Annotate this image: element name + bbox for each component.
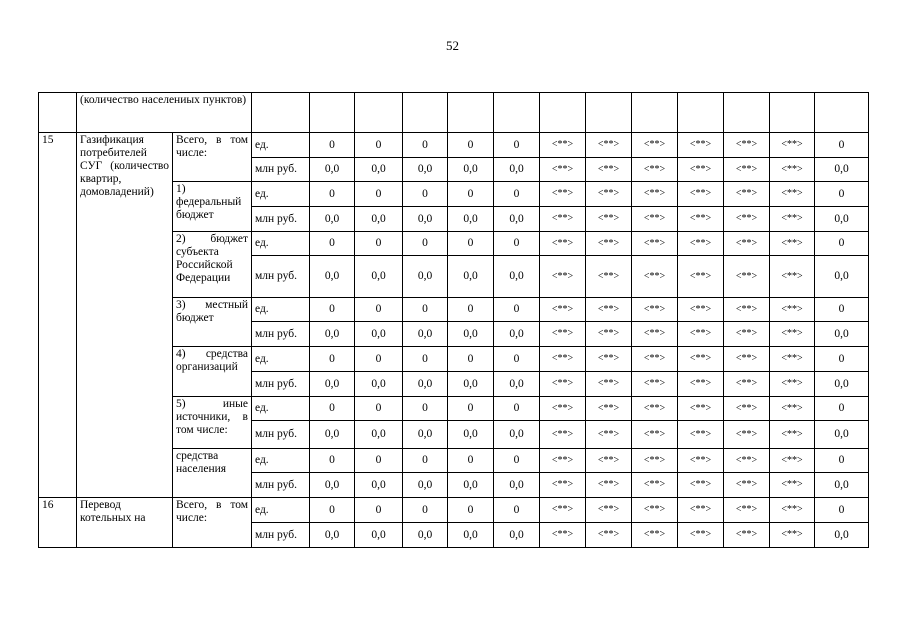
unit-cell: млн руб. bbox=[252, 256, 310, 298]
value-cell: <**> bbox=[540, 421, 586, 449]
value-cell: 0,0 bbox=[355, 207, 403, 232]
funding-source-cell: 5) иные источники, в том числе: bbox=[173, 397, 252, 449]
value-cell: <**> bbox=[540, 182, 586, 207]
unit-cell: ед. bbox=[252, 347, 310, 372]
value-cell: 0 bbox=[448, 397, 494, 421]
value-cell: 0,0 bbox=[310, 421, 355, 449]
funding-source-cell: Всего, в том числе: bbox=[173, 133, 252, 182]
value-cell: 0 bbox=[815, 449, 869, 473]
row-number-cell: 15 bbox=[39, 133, 77, 498]
value-cell: <**> bbox=[770, 133, 815, 158]
value-cell: 0,0 bbox=[815, 322, 869, 347]
number-cell bbox=[39, 93, 77, 133]
value-cell: <**> bbox=[770, 372, 815, 397]
value-cell: 0,0 bbox=[403, 372, 448, 397]
value-cell: 0 bbox=[355, 397, 403, 421]
value-cell: <**> bbox=[770, 322, 815, 347]
value-cell: <**> bbox=[586, 473, 632, 498]
value-cell: 0,0 bbox=[310, 256, 355, 298]
value-cell: 0,0 bbox=[355, 322, 403, 347]
value-cell: <**> bbox=[678, 449, 724, 473]
value-cell: <**> bbox=[724, 207, 770, 232]
value-cell: 0,0 bbox=[355, 421, 403, 449]
value-cell: <**> bbox=[724, 473, 770, 498]
value-cell: <**> bbox=[632, 397, 678, 421]
value-cell: 0,0 bbox=[310, 372, 355, 397]
value-cell: <**> bbox=[632, 421, 678, 449]
unit-cell: ед. bbox=[252, 298, 310, 322]
value-cell: <**> bbox=[632, 498, 678, 523]
value-cell: 0,0 bbox=[310, 158, 355, 182]
value-cell: 0 bbox=[815, 347, 869, 372]
value-cell: <**> bbox=[724, 347, 770, 372]
value-cell: 0 bbox=[310, 397, 355, 421]
value-cell: 0 bbox=[310, 498, 355, 523]
value-cell: <**> bbox=[678, 372, 724, 397]
value-cell: 0 bbox=[403, 397, 448, 421]
value-cell: 0,0 bbox=[494, 473, 540, 498]
value-cell: 0 bbox=[403, 498, 448, 523]
value-cell: <**> bbox=[586, 256, 632, 298]
value-cell: 0,0 bbox=[355, 372, 403, 397]
value-cell: 0 bbox=[494, 498, 540, 523]
funding-source-cell: 1) федеральный бюджет bbox=[173, 182, 252, 232]
value-cell: 0,0 bbox=[355, 523, 403, 548]
value-cell: <**> bbox=[540, 232, 586, 256]
value-cell: 0 bbox=[494, 347, 540, 372]
value-cell: 0,0 bbox=[355, 158, 403, 182]
unit-cell: млн руб. bbox=[252, 372, 310, 397]
value-cell: <**> bbox=[540, 449, 586, 473]
value-cell: <**> bbox=[632, 347, 678, 372]
value-cell: <**> bbox=[678, 498, 724, 523]
value-cell: <**> bbox=[724, 421, 770, 449]
unit-cell: млн руб. bbox=[252, 207, 310, 232]
value-cell: 0 bbox=[403, 347, 448, 372]
value-cell: <**> bbox=[770, 449, 815, 473]
table-row bbox=[39, 93, 869, 133]
value-cell: <**> bbox=[540, 133, 586, 158]
value-cell: <**> bbox=[678, 473, 724, 498]
value-cell: <**> bbox=[678, 232, 724, 256]
value-cell: <**> bbox=[540, 347, 586, 372]
value-cell: <**> bbox=[678, 523, 724, 548]
funding-source-cell: Всего, в том числе: bbox=[173, 498, 252, 548]
value-cell: 0 bbox=[494, 232, 540, 256]
value-cell: <**> bbox=[540, 397, 586, 421]
value-cell: <**> bbox=[678, 397, 724, 421]
value-cell: 0 bbox=[815, 298, 869, 322]
value-cell: 0,0 bbox=[310, 207, 355, 232]
value-cell: 0,0 bbox=[310, 473, 355, 498]
value-cell: 0 bbox=[448, 449, 494, 473]
value-cell: 0 bbox=[310, 347, 355, 372]
unit-cell: млн руб. bbox=[252, 322, 310, 347]
value-cell: <**> bbox=[632, 449, 678, 473]
value-cell: 0 bbox=[310, 232, 355, 256]
value-cell: 0 bbox=[355, 232, 403, 256]
value-cell: <**> bbox=[724, 158, 770, 182]
value-cell: 0 bbox=[815, 133, 869, 158]
value-cell: <**> bbox=[724, 298, 770, 322]
value-cell: <**> bbox=[770, 158, 815, 182]
value-cell: <**> bbox=[770, 473, 815, 498]
value-cell: 0,0 bbox=[494, 207, 540, 232]
value-cell: 0 bbox=[403, 182, 448, 207]
value-cell: 0,0 bbox=[448, 158, 494, 182]
row-label-cell: (количество населениых пунктов) bbox=[77, 93, 252, 133]
value-cell: 0 bbox=[494, 449, 540, 473]
value-cell: 0,0 bbox=[494, 256, 540, 298]
value-cell: <**> bbox=[724, 397, 770, 421]
value-cell: 0,0 bbox=[815, 207, 869, 232]
value-cell: <**> bbox=[586, 421, 632, 449]
funding-source-cell: средства населения bbox=[173, 449, 252, 498]
value-cell: 0 bbox=[355, 498, 403, 523]
value-cell: 0 bbox=[310, 182, 355, 207]
value-cell: 0,0 bbox=[448, 256, 494, 298]
value-cell: 0 bbox=[448, 232, 494, 256]
value-cell: 0 bbox=[815, 232, 869, 256]
unit-cell: ед. bbox=[252, 397, 310, 421]
value-cell: <**> bbox=[586, 523, 632, 548]
value-cell: 0 bbox=[448, 182, 494, 207]
value-cell: <**> bbox=[540, 372, 586, 397]
value-cell: 0 bbox=[494, 298, 540, 322]
value-cell: <**> bbox=[770, 256, 815, 298]
value-cell: 0,0 bbox=[403, 158, 448, 182]
value-cell: 0,0 bbox=[815, 523, 869, 548]
value-cell: <**> bbox=[678, 133, 724, 158]
value-cell: <**> bbox=[770, 207, 815, 232]
value-cell: 0,0 bbox=[448, 473, 494, 498]
value-cell: <**> bbox=[724, 523, 770, 548]
value-cell: 0 bbox=[815, 498, 869, 523]
value-cell: <**> bbox=[540, 298, 586, 322]
value-cell: 0,0 bbox=[403, 523, 448, 548]
value-cell: <**> bbox=[770, 397, 815, 421]
row-number-cell: 16 bbox=[39, 498, 77, 548]
value-cell: 0,0 bbox=[448, 207, 494, 232]
value-cell: <**> bbox=[770, 347, 815, 372]
value-cell: <**> bbox=[678, 207, 724, 232]
indicator-name-cell: Перевод котельных на bbox=[77, 498, 173, 548]
value-cell: 0,0 bbox=[494, 322, 540, 347]
value-cell: <**> bbox=[724, 322, 770, 347]
unit-cell: млн руб. bbox=[252, 421, 310, 449]
value-cell: <**> bbox=[724, 256, 770, 298]
unit-cell: ед. bbox=[252, 232, 310, 256]
value-cell: <**> bbox=[586, 498, 632, 523]
table-row bbox=[39, 133, 869, 158]
value-cell: 0,0 bbox=[403, 207, 448, 232]
value-cell: <**> bbox=[540, 207, 586, 232]
value-cell: 0,0 bbox=[815, 473, 869, 498]
value-cell: <**> bbox=[632, 232, 678, 256]
data-table bbox=[38, 92, 869, 548]
value-cell: 0,0 bbox=[494, 523, 540, 548]
value-cell: <**> bbox=[540, 256, 586, 298]
unit-cell: ед. bbox=[252, 182, 310, 207]
value-cell: <**> bbox=[770, 232, 815, 256]
value-cell: 0 bbox=[403, 133, 448, 158]
value-cell: 0,0 bbox=[355, 473, 403, 498]
funding-source-cell: 4) средства организаций bbox=[173, 347, 252, 397]
value-cell: 0,0 bbox=[403, 322, 448, 347]
value-cell: <**> bbox=[586, 449, 632, 473]
value-cell: <**> bbox=[770, 498, 815, 523]
value-cell: <**> bbox=[770, 298, 815, 322]
value-cell: 0 bbox=[448, 347, 494, 372]
value-cell: <**> bbox=[586, 207, 632, 232]
unit-cell: млн руб. bbox=[252, 473, 310, 498]
value-cell: <**> bbox=[586, 397, 632, 421]
value-cell: 0 bbox=[448, 298, 494, 322]
value-cell: <**> bbox=[724, 449, 770, 473]
value-cell: 0,0 bbox=[448, 372, 494, 397]
value-cell: <**> bbox=[632, 298, 678, 322]
value-cell: <**> bbox=[678, 421, 724, 449]
value-cell: <**> bbox=[770, 523, 815, 548]
value-cell: 0 bbox=[310, 133, 355, 158]
unit-cell: ед. bbox=[252, 498, 310, 523]
value-cell: <**> bbox=[678, 158, 724, 182]
value-cell: 0 bbox=[355, 298, 403, 322]
value-cell: <**> bbox=[632, 158, 678, 182]
value-cell: 0,0 bbox=[448, 322, 494, 347]
value-cell: 0,0 bbox=[403, 473, 448, 498]
value-cell: 0,0 bbox=[815, 372, 869, 397]
value-cell: <**> bbox=[632, 256, 678, 298]
value-cell: 0 bbox=[815, 397, 869, 421]
value-cell: <**> bbox=[678, 256, 724, 298]
value-cell: 0 bbox=[494, 397, 540, 421]
value-cell: 0,0 bbox=[310, 523, 355, 548]
value-cell: <**> bbox=[586, 158, 632, 182]
value-cell: 0,0 bbox=[403, 421, 448, 449]
value-cell: <**> bbox=[540, 498, 586, 523]
unit-cell: ед. bbox=[252, 449, 310, 473]
value-cell: <**> bbox=[632, 372, 678, 397]
value-cell: 0 bbox=[355, 449, 403, 473]
value-cell: <**> bbox=[632, 133, 678, 158]
value-cell: 0,0 bbox=[494, 158, 540, 182]
value-cell: <**> bbox=[770, 421, 815, 449]
value-cell: 0 bbox=[494, 133, 540, 158]
value-cell: 0,0 bbox=[494, 372, 540, 397]
indicator-name-cell: Газификация потребителей СУГ (количество квартир, домовладений) bbox=[77, 133, 173, 498]
value-cell: 0 bbox=[310, 449, 355, 473]
value-cell: 0 bbox=[355, 347, 403, 372]
value-cell: <**> bbox=[586, 133, 632, 158]
value-cell: 0 bbox=[403, 232, 448, 256]
value-cell: 0,0 bbox=[494, 421, 540, 449]
page-number: 52 bbox=[446, 38, 459, 53]
unit-cell: ед. bbox=[252, 133, 310, 158]
funding-source-cell: 2) бюджет субъекта Российской Федерации bbox=[173, 232, 252, 298]
table-row bbox=[39, 498, 869, 523]
value-cell: <**> bbox=[724, 232, 770, 256]
value-cell: 0,0 bbox=[815, 158, 869, 182]
value-cell: <**> bbox=[586, 232, 632, 256]
value-cell: 0 bbox=[448, 498, 494, 523]
value-cell: <**> bbox=[586, 298, 632, 322]
unit-cell: млн руб. bbox=[252, 158, 310, 182]
value-cell: <**> bbox=[632, 523, 678, 548]
value-cell: <**> bbox=[770, 182, 815, 207]
value-cell: 0,0 bbox=[448, 523, 494, 548]
value-cell: <**> bbox=[678, 182, 724, 207]
value-cell: <**> bbox=[632, 182, 678, 207]
unit-cell: млн руб. bbox=[252, 523, 310, 548]
value-cell: 0,0 bbox=[448, 421, 494, 449]
value-cell: <**> bbox=[724, 133, 770, 158]
funding-source-cell: 3) местный бюджет bbox=[173, 298, 252, 347]
value-cell: <**> bbox=[586, 347, 632, 372]
value-cell: <**> bbox=[724, 498, 770, 523]
value-cell: <**> bbox=[724, 182, 770, 207]
value-cell: 0,0 bbox=[815, 421, 869, 449]
value-cell: 0 bbox=[355, 182, 403, 207]
value-cell: <**> bbox=[678, 347, 724, 372]
value-cell: <**> bbox=[632, 322, 678, 347]
value-cell: 0 bbox=[403, 298, 448, 322]
value-cell: 0,0 bbox=[310, 322, 355, 347]
value-cell: 0,0 bbox=[403, 256, 448, 298]
value-cell: 0,0 bbox=[815, 256, 869, 298]
value-cell: 0 bbox=[403, 449, 448, 473]
value-cell: <**> bbox=[586, 372, 632, 397]
value-cell: <**> bbox=[540, 158, 586, 182]
value-cell: 0 bbox=[448, 133, 494, 158]
value-cell: <**> bbox=[540, 523, 586, 548]
value-cell: <**> bbox=[632, 207, 678, 232]
value-cell: <**> bbox=[586, 322, 632, 347]
value-cell: <**> bbox=[540, 322, 586, 347]
value-cell: 0 bbox=[494, 182, 540, 207]
value-cell: 0 bbox=[310, 298, 355, 322]
value-cell: <**> bbox=[586, 182, 632, 207]
value-cell: <**> bbox=[540, 473, 586, 498]
value-cell: <**> bbox=[724, 372, 770, 397]
value-cell: <**> bbox=[678, 298, 724, 322]
value-cell: <**> bbox=[678, 322, 724, 347]
value-cell: 0,0 bbox=[355, 256, 403, 298]
value-cell: 0 bbox=[815, 182, 869, 207]
value-cell: <**> bbox=[632, 473, 678, 498]
value-cell: 0 bbox=[355, 133, 403, 158]
